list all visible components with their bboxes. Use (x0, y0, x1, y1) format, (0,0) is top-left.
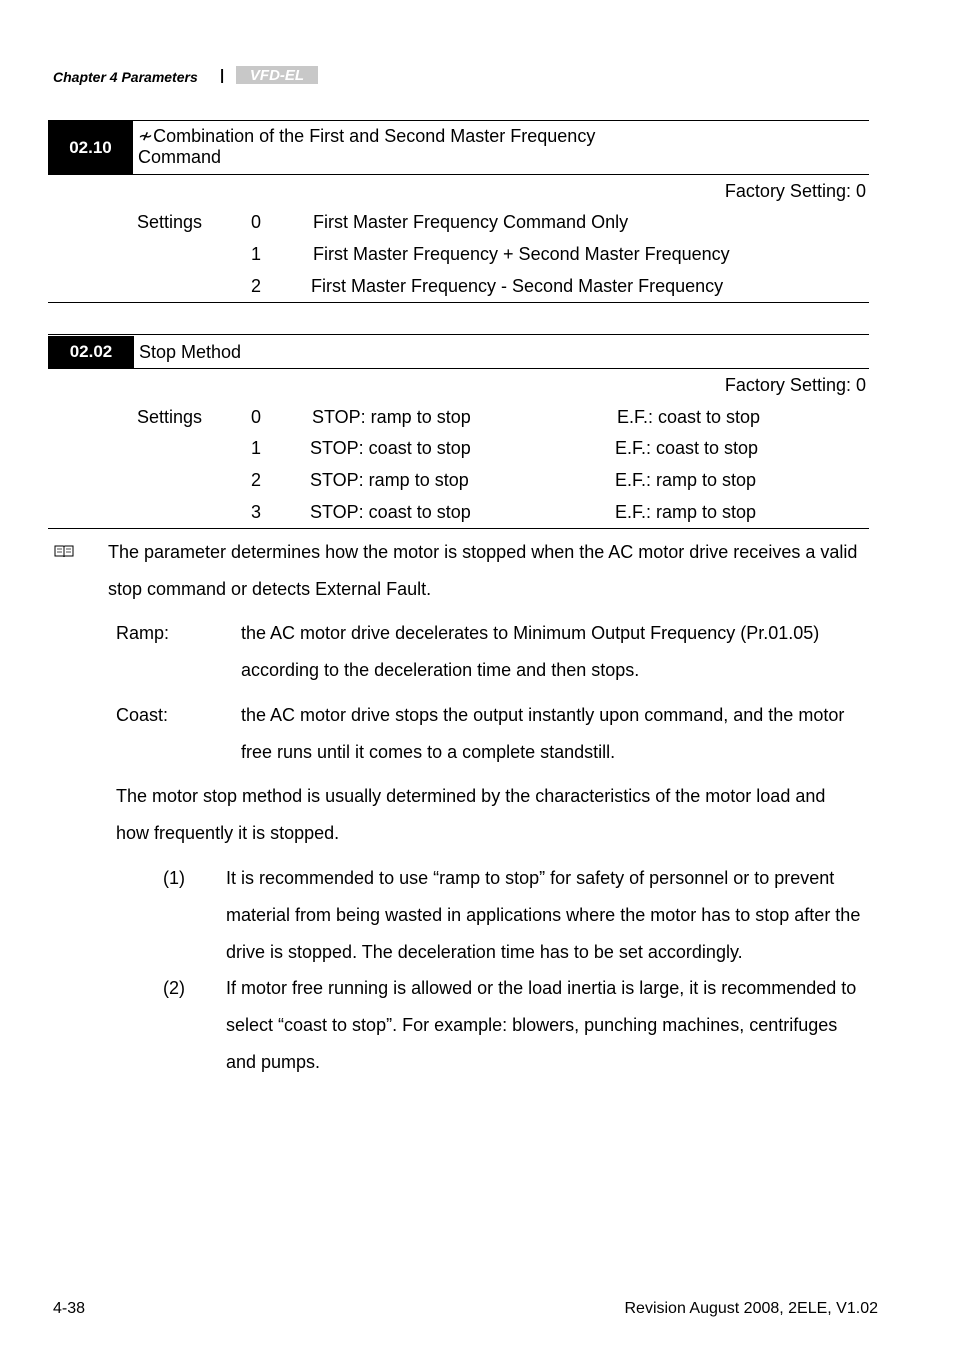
setting-value: 2 (251, 276, 262, 296)
ef-action: E.F.: coast to stop (615, 438, 759, 458)
note-intro-line1: The parameter determines how the motor is stopped when the AC motor drive receives a valid (108, 542, 858, 562)
param-0210-title (138, 126, 595, 168)
param-0202-number: 02.02 (48, 336, 134, 368)
param-0202-title: Stop Method (139, 342, 242, 362)
stop-action: STOP: ramp to stop (310, 470, 469, 490)
coast-label: Coast: (116, 705, 169, 725)
setting-value: 1 (251, 438, 262, 458)
setting-value: 3 (251, 502, 262, 522)
book-icon (54, 544, 74, 558)
param-0210-top-rule (48, 120, 869, 121)
param-0210-header-rule (48, 174, 869, 175)
stop-action: STOP: ramp to stop (312, 407, 471, 427)
method-line2: how frequently it is stopped. (116, 823, 340, 843)
param-0210-settings-label: Settings (137, 212, 203, 232)
ramp-desc-line1: the AC motor drive decelerates to Minimum Output Frequency (Pr.01.05) (241, 623, 820, 643)
param-0202-settings-label: Settings (137, 407, 203, 427)
ramp-label: Ramp: (116, 623, 170, 643)
note-intro-line2: stop command or detects External Fault. (108, 579, 432, 599)
setting-value: 0 (251, 407, 262, 427)
coast-desc-line1: the AC motor drive stops the output instantly upon command, and the motor (241, 705, 845, 725)
method-line1: The motor stop method is usually determined by the characteristics of the motor load and (116, 786, 826, 806)
item1-line1: It is recommended to use “ramp to stop” for safety of personnel or to prevent (226, 868, 835, 888)
setting-value: 0 (251, 212, 262, 232)
setting-description: First Master Frequency - Second Master Frequency (311, 276, 724, 296)
param-0210-title-line1: Combination of the First and Second Master Frequency (153, 126, 596, 146)
item2-number: (2) (163, 978, 185, 998)
item1-line3: drive is stopped. The deceleration time has to be set accordingly. (226, 942, 743, 962)
param-0202-bottom-rule (48, 528, 869, 529)
page-number: 4-38 (53, 1300, 86, 1317)
setting-description: First Master Frequency + Second Master Frequency (313, 244, 730, 264)
stop-action: STOP: coast to stop (310, 438, 471, 458)
param-0202-factory-setting: Factory Setting: 0 (724, 375, 866, 395)
ramp-desc-line2: according to the deceleration time and then stops. (241, 660, 640, 680)
ef-action: E.F.: coast to stop (617, 407, 761, 427)
item2-line1: If motor free running is allowed or the load inertia is large, it is recommended to (226, 978, 857, 998)
item1-line2: material from being wasted in applications where the motor has to stop after the (226, 905, 861, 925)
item2-line3: and pumps. (226, 1052, 321, 1072)
write-allowed-icon: ≁ (138, 126, 154, 146)
header-separator: | (220, 67, 225, 84)
param-0210-number: 02.10 (48, 121, 133, 174)
item1-number: (1) (163, 868, 185, 888)
stop-action: STOP: coast to stop (310, 502, 471, 522)
param-0210-title-line2: Command (138, 147, 222, 167)
param-0202-top-rule (48, 334, 869, 335)
param-0202-header-rule (48, 368, 869, 369)
ef-action: E.F.: ramp to stop (615, 502, 757, 522)
logo-text: VFD-EL (249, 67, 305, 84)
item2-line2: select “coast to stop”. For example: blowers, punching machines, centrifuges (226, 1015, 838, 1035)
setting-description: First Master Frequency Command Only (313, 212, 629, 232)
revision-info: Revision August 2008, 2ELE, V1.02 (624, 1300, 878, 1317)
coast-desc-line2: free runs until it comes to a complete standstill. (241, 742, 616, 762)
ef-action: E.F.: ramp to stop (615, 470, 757, 490)
param-0210-factory-setting: Factory Setting: 0 (724, 181, 866, 201)
chapter-title: Chapter 4 Parameters (53, 69, 198, 85)
setting-value: 1 (251, 244, 262, 264)
param-0210-bottom-rule (48, 302, 869, 303)
vfd-el-logo (236, 66, 318, 84)
setting-value: 2 (251, 470, 262, 490)
